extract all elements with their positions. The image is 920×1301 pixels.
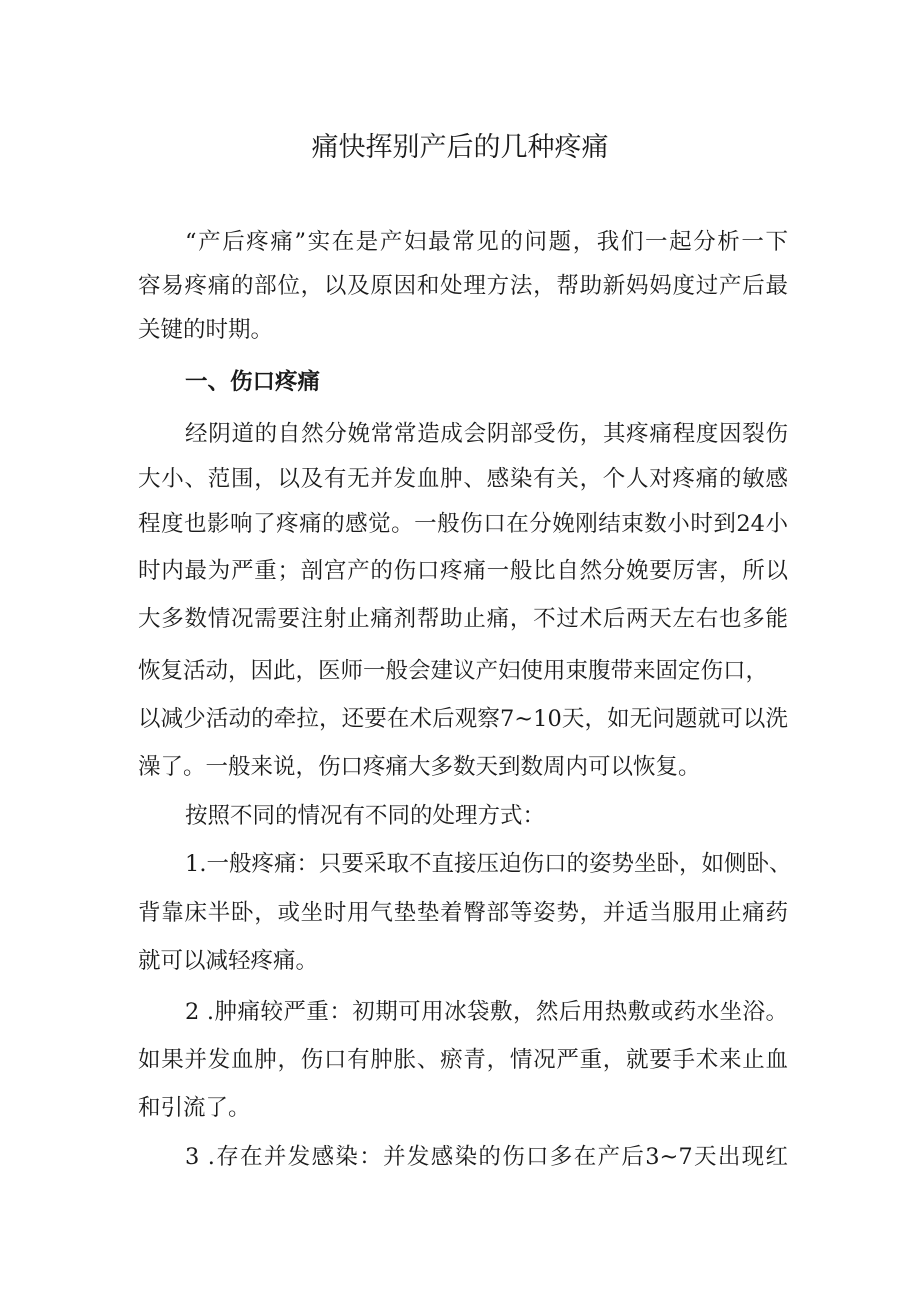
body-line: 恢复活动，因此，医师一般会建议产妇使用束腹带来固定伤口，	[138, 658, 769, 684]
body-line: 大小、范围，以及有无并发血肿、感染有关，个人对疼痛的敏感	[138, 466, 788, 492]
body-line: 以减少活动的牵拉，还要在术后观察7~10天，如无问题就可以洗	[138, 706, 788, 732]
body-line: 程度也影响了疼痛的感觉。一般伤口在分娩刚结束数小时到24小	[138, 511, 788, 537]
page-title: 痛快挥别产后的几种疼痛	[311, 132, 609, 163]
body-line: 和引流了。	[138, 1095, 251, 1121]
body-line: 容易疼痛的部位，以及原因和处理方法，帮助新妈妈度过产后最	[138, 273, 788, 299]
list-item: 1.一般疼痛：只要采取不直接压迫伤口的姿势坐卧，如侧卧、	[185, 851, 792, 877]
body-line: 时内最为严重；剖宫产的伤口疼痛一般比自然分娩要厉害，所以	[138, 558, 788, 584]
body-line: 背靠床半卧，或坐时用气垫垫着臀部等姿势，并适当服用止痛药	[138, 900, 788, 926]
body-line: 大多数情况需要注射止痛剂帮助止痛，不过术后两天左右也多能	[138, 606, 788, 632]
body-line: 如果并发血肿，伤口有肿胀、瘀青，情况严重，就要手术来止血	[138, 1047, 788, 1073]
body-line: 澡了。一般来说，伤口疼痛大多数天到数周内可以恢复。	[138, 754, 701, 780]
section-heading: 一、伤口疼痛	[185, 369, 321, 395]
body-line: 就可以减轻疼痛。	[138, 948, 319, 974]
body-line: 经阴道的自然分娩常常造成会阴部受伤，其疼痛程度因裂伤	[185, 421, 788, 447]
body-line: 按照不同的情况有不同的处理方式：	[185, 803, 546, 829]
body-line: “产后疼痛”实在是产妇最常见的问题，我们一起分析一下	[185, 229, 788, 255]
list-item: 2 .肿痛较严重：初期可用冰袋敷，然后用热敷或药水坐浴。	[185, 999, 788, 1025]
body-line: 关键的时期。	[138, 317, 274, 343]
list-item: 3 .存在并发感染：并发感染的伤口多在产后3~7天出现红	[185, 1144, 788, 1170]
